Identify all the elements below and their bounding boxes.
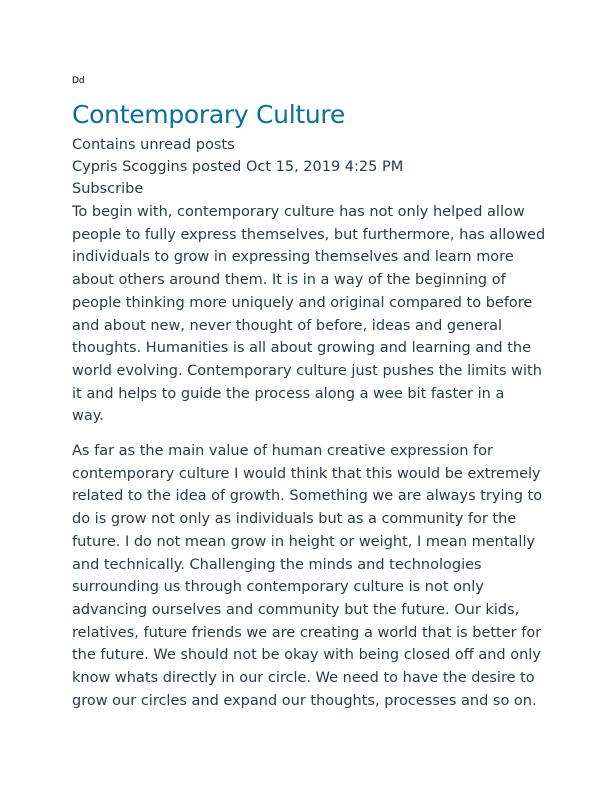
paragraph-line: the future. We should not be okay with being closed off and only <box>72 647 541 664</box>
post-paragraph-1 <box>72 201 546 428</box>
subscribe-button[interactable]: Subscribe <box>72 181 144 197</box>
post-body <box>72 201 546 712</box>
post-title[interactable]: Contemporary Culture <box>72 100 345 129</box>
paragraph-line: relatives, future friends we are creating a world that is better for <box>72 624 542 641</box>
paragraph-line: do is grow not only as individuals but as a community for the <box>72 511 517 528</box>
paragraph-line: know whats directly in our circle. We need to have the desire to <box>72 670 535 687</box>
paragraph-line: As far as the main value of human creative expression for <box>72 443 493 460</box>
paragraph-line: future. I do not mean grow in height or weight, I mean mentally <box>72 533 536 550</box>
paragraph-line: contemporary culture I would think that this would be extremely <box>72 465 541 482</box>
paragraph-line: grow our circles and expand our thoughts, processes and so on. <box>72 692 537 709</box>
paragraph-line: people to fully express themselves, but furthermore, has allowed <box>72 226 546 243</box>
paragraph-line: advancing ourselves and community but the future. Our kids, <box>72 601 520 618</box>
paragraph-line: and technically. Challenging the minds and technologies <box>72 556 482 573</box>
paragraph-line: and about new, never thought of before, ideas and general <box>72 317 503 334</box>
header-label: Dd <box>72 76 85 86</box>
paragraph-line: people thinking more uniquely and original compared to before <box>72 294 533 311</box>
paragraph-line: To begin with, contemporary culture has not only helped allow <box>72 204 525 220</box>
paragraph-line: it and helps to guide the process along a wee bit faster in a <box>72 385 505 402</box>
author-line: Cypris Scoggins posted Oct 15, 2019 4:25 PM <box>72 159 404 175</box>
paragraph-line: surrounding us through contemporary culture is not only <box>72 579 484 596</box>
paragraph-line: way. <box>72 408 104 425</box>
unread-status: Contains unread posts <box>72 137 235 153</box>
paragraph-line: world evolving. Contemporary culture just pushes the limits with <box>72 362 542 379</box>
paragraph-line: individuals to grow in expressing themselves and learn more <box>72 249 514 266</box>
paragraph-line: about others around them. It is in a way of the beginning of <box>72 272 506 289</box>
post-paragraph-2 <box>72 440 542 712</box>
paragraph-line: thoughts. Humanities is all about growing and learning and the <box>72 340 532 357</box>
paragraph-line: related to the idea of growth. Something we are always trying to <box>72 488 543 505</box>
